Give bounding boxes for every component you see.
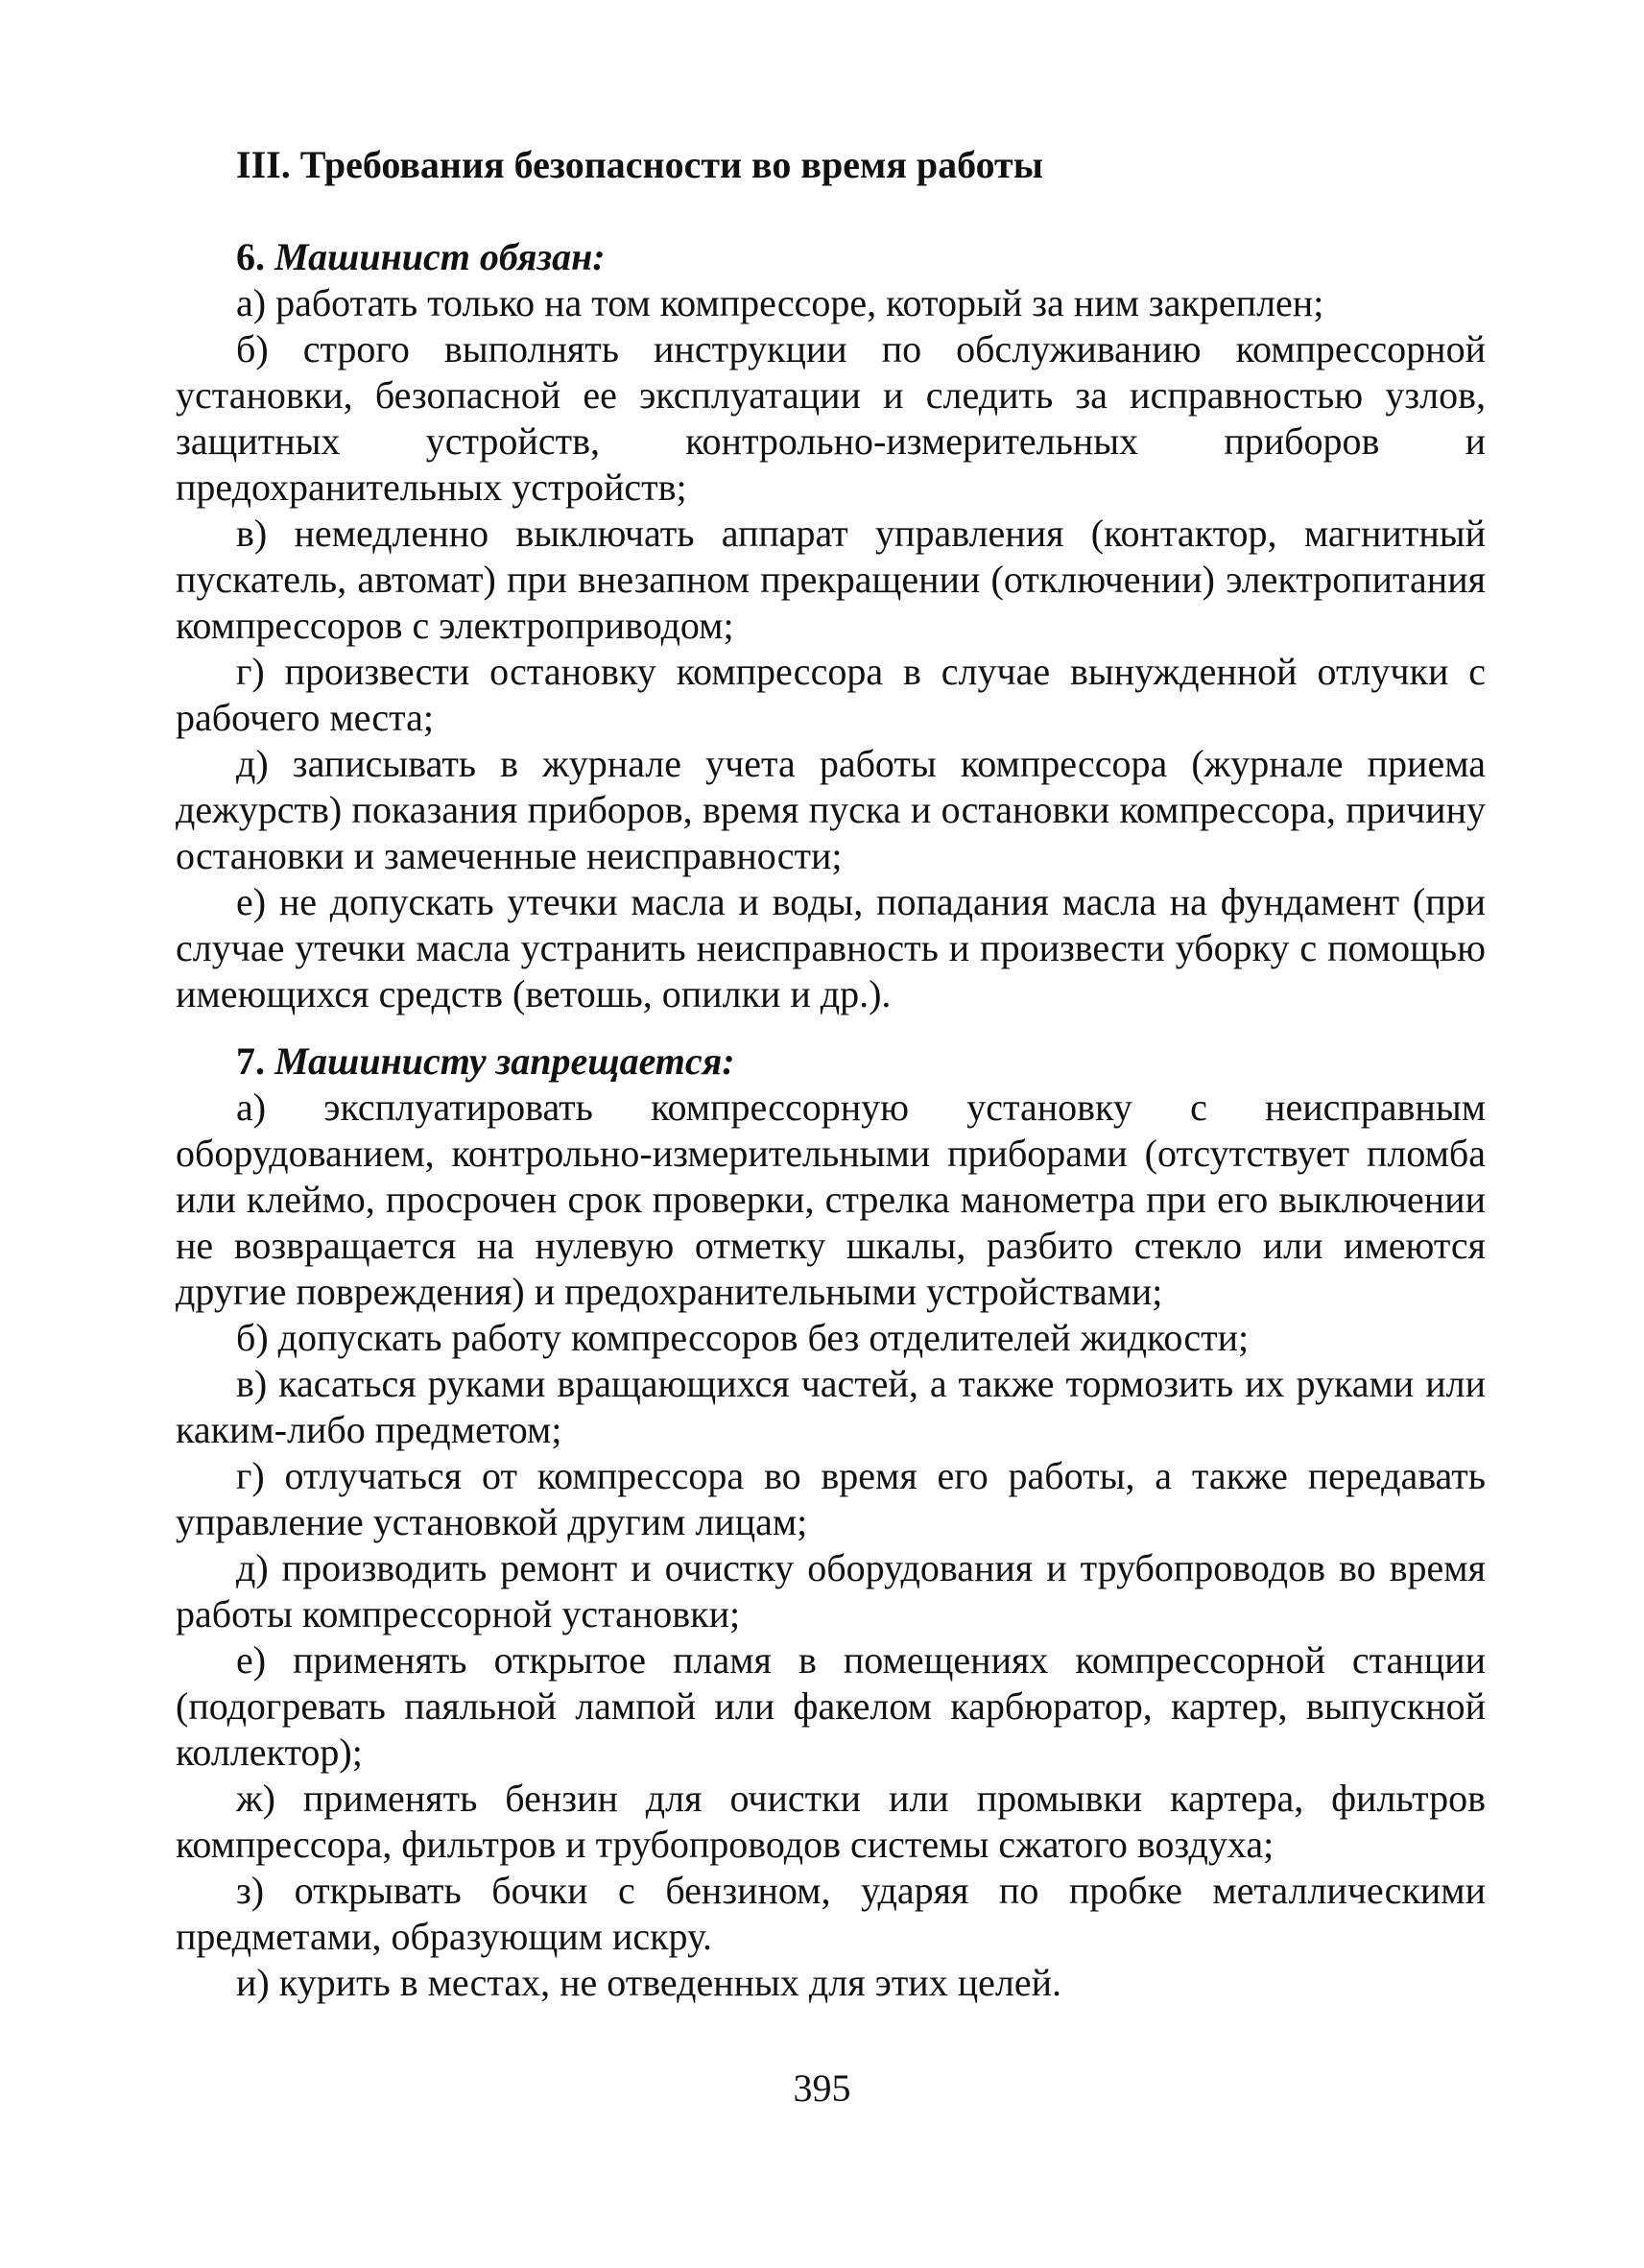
block-machinist-obligations bbox=[176, 234, 1486, 1017]
list-item: б) строго выполнять инструкции по обслуживанию компрессорной установки, безопасной ее эксплуатации и следить за исправностью узлов, защитных устройств, контрольно-измерительных приборов и предохранительных устройств; bbox=[176, 327, 1486, 509]
list-item: е) применять открытое пламя в помещениях компрессорной станции (подогревать паяльной лампой или факелом карбюратор, картер, выпускной коллектор); bbox=[176, 1638, 1486, 1774]
list-item: и) курить в местах, не отведенных для этих целей. bbox=[236, 1961, 1061, 2004]
list-item: в) немедленно выключать аппарат управления (контактор, магнитный пускатель, автомат) при внезапном прекращении (отключении) электропитания компрессоров с электроприводом; bbox=[176, 512, 1486, 647]
block-7-heading bbox=[176, 1039, 1486, 1085]
list-item: а) эксплуатировать компрессорную установку с неисправным оборудованием, контрольно-измерительными приборами (отсутствует пломба или клеймо, просрочен срок проверки, стрелка манометра при его выключении не возвращается на нулевую отметку шкалы, разбито стекло или имеются другие повреждения) и предохранительными устройствами; bbox=[176, 1086, 1486, 1313]
list-item: б) допускать работу компрессоров без отделителей жидкости; bbox=[236, 1316, 1250, 1359]
block-machinist-prohibitions bbox=[176, 1039, 1486, 2006]
block-7-number: 7. bbox=[236, 1039, 265, 1083]
list-item: г) отлучаться от компрессора во время его работы, а также передавать управление установкой другим лицам; bbox=[176, 1454, 1486, 1543]
list-item: з) открывать бочки с бензином, ударяя по пробке металлическими предметами, образующим искру. bbox=[176, 1869, 1486, 1958]
block-6-title: Машинист обязан: bbox=[274, 235, 606, 278]
section-heading: III. Требования безопасности во время работы bbox=[236, 143, 1043, 186]
prohibitions-list bbox=[176, 1085, 1486, 2006]
list-item: а) работать только на том компрессоре, который за ним закреплен; bbox=[236, 281, 1324, 324]
list-item: е) не допускать утечки масла и воды, попадания масла на фундамент (при случае утечки масла устранить неисправность и произвести уборку с помощью имеющихся средств (ветошь, опилки и др.). bbox=[176, 880, 1486, 1015]
block-6-heading bbox=[176, 234, 1486, 280]
page-number: 395 bbox=[793, 2066, 851, 2110]
list-item: ж) применять бензин для очистки или промывки картера, фильтров компрессора, фильтров и трубопроводов системы сжатого воздуха; bbox=[176, 1777, 1486, 1866]
list-item: д) записывать в журнале учета работы компрессора (журнале приема дежурств) показания приборов, время пуска и остановки компрессора, причину остановки и замеченные неисправности; bbox=[176, 742, 1486, 877]
list-item: г) произвести остановку компрессора в случае вынужденной отлучки с рабочего места; bbox=[176, 650, 1486, 739]
block-7-title: Машинисту запрещается: bbox=[274, 1039, 735, 1083]
list-item: в) касаться руками вращающихся частей, а также тормозить их руками или каким-либо предметом; bbox=[176, 1362, 1486, 1451]
obligations-list bbox=[176, 280, 1486, 1017]
page-content bbox=[176, 142, 1486, 2006]
list-item: д) производить ремонт и очистку оборудования и трубопроводов во время работы компрессорной установки; bbox=[176, 1546, 1486, 1635]
block-6-number: 6. bbox=[236, 235, 265, 278]
